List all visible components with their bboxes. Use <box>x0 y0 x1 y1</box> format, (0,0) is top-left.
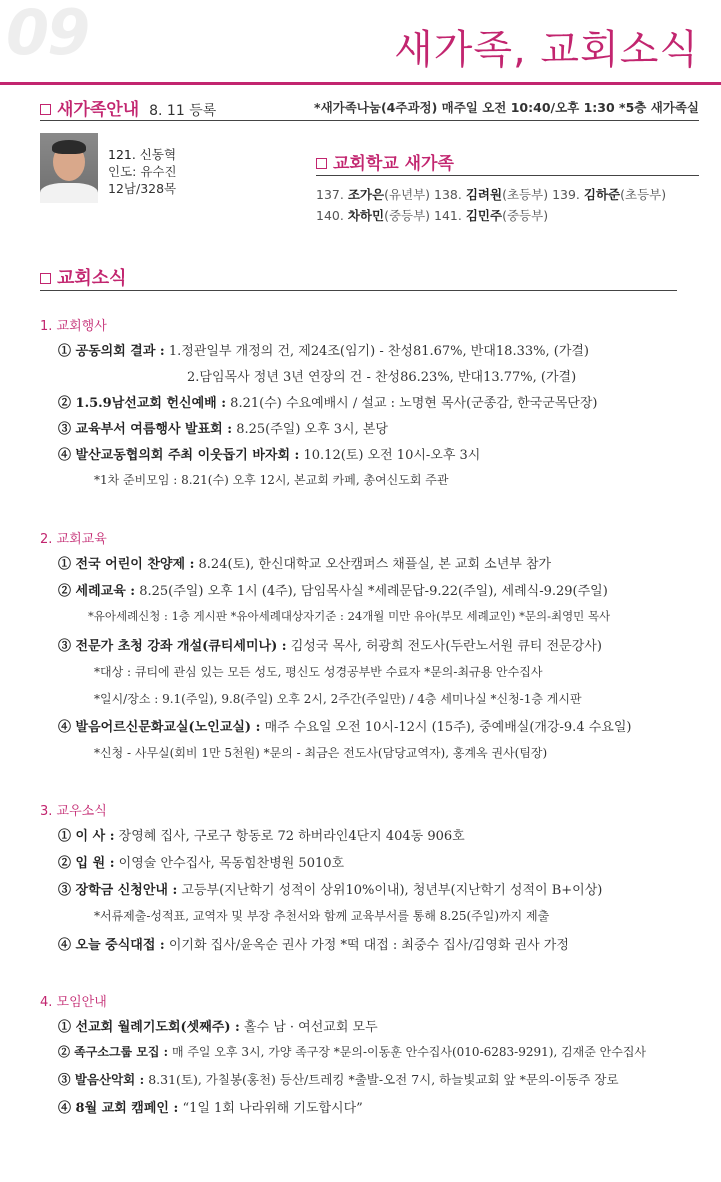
new-member-info <box>108 146 177 197</box>
newfamily-note: *새가족나눔(4주과정) 매주일 오전 10:40/오후 1:30 *5층 새가족실 <box>314 100 699 115</box>
education-item-3: ③ 전문가 초청 강좌 개설(큐티세미나) : 김성국 목사, 허광희 전도사(두란노서원 큐티 전문강사) <box>58 639 602 654</box>
newfamily-date: 8. 11 등록 <box>149 103 217 119</box>
newfamily-heading <box>40 95 216 120</box>
school-newcomer-list <box>316 184 666 226</box>
title-divider <box>0 82 721 85</box>
members-title: 3. 교우소식 <box>40 804 107 819</box>
meetings-item-4: ④ 8월 교회 캠페인 : “1일 1회 나라위해 기도합시다” <box>58 1101 363 1116</box>
members-item-1: ① 이 사 : 장영혜 집사, 구로구 항동로 72 하버라인4단지 404동 906호 <box>58 829 465 844</box>
education-item-4-note: *신청 - 사무실(회비 1만 5천원) *문의 - 최금은 전도사(담당교역자), 홍계옥 권사(팀장) <box>94 746 548 760</box>
education-item-3-note-2: *일시/장소 : 9.1(주일), 9.8(주일) 오후 2시, 2주간(주일만) / 4층 세미나실 *신청-1층 게시판 <box>94 692 582 706</box>
page-title: 새가족, 교회소식 <box>394 27 699 73</box>
events-item-3: ③ 교육부서 여름행사 발표회 : 8.25(주일) 오후 3시, 본당 <box>58 422 388 437</box>
school-heading-text: 교회학교 새가족 <box>333 154 454 174</box>
events-item-1b: 2.담임목사 정년 3년 연장의 건 - 찬성86.23%, 반대13.77%, (가결) <box>187 370 577 385</box>
member-photo <box>40 133 98 203</box>
news-heading-text: 교회소식 <box>57 268 127 289</box>
education-item-2: ② 세례교육 : 8.25(주일) 오후 1시 (4주), 담임목사실 *세례문답-9.22(주일), 세례식-9.29(주일) <box>58 584 608 599</box>
news-heading <box>40 264 127 290</box>
members-item-3: ③ 장학금 신청안내 : 고등부(지난학기 성적이 상위10%이내), 청년부(지난학기 성적이 B+이상) <box>58 883 603 898</box>
education-title: 2. 교회교육 <box>40 532 107 547</box>
school-line-2: 140. 차하민(중등부) 141. 김민주(중등부) <box>316 208 549 223</box>
news-divider <box>40 290 677 291</box>
newfamily-heading-text: 새가족안내 <box>57 100 140 120</box>
meetings-item-3: ③ 발음산악회 : 8.31(토), 가칠봉(홍천) 등산/트레킹 *출발-오전 7시, 하늘빛교회 앞 *문의-이동주 장로 <box>58 1072 619 1087</box>
education-item-1: ① 전국 어린이 찬양제 : 8.24(토), 한신대학교 오산캠퍼스 채플실, 본 교회 소년부 참가 <box>58 557 552 572</box>
square-bullet-icon <box>40 273 51 284</box>
education-item-2-note: *유아세례신청 : 1층 게시판 *유아세례대상자기준 : 24개월 미만 유아(부모 세례교인) *문의-최영민 목사 <box>88 609 611 623</box>
events-item-4: ④ 발산교동협의회 주최 이웃돕기 바자회 : 10.12(토) 오전 10시-오후 3시 <box>58 448 481 463</box>
square-bullet-icon <box>40 104 51 115</box>
newfamily-divider <box>40 120 699 121</box>
page-number: 09 <box>6 0 89 69</box>
education-item-4: ④ 발음어르신문화교실(노인교실) : 매주 수요일 오전 10시-12시 (15주), 중예배실(개강-9.4 수요일) <box>58 720 632 735</box>
events-item-4-note: *1차 준비모임 : 8.21(수) 오후 12시, 본교회 카페, 총여신도회 주관 <box>94 473 449 487</box>
meetings-title: 4. 모임안내 <box>40 995 107 1010</box>
events-title: 1. 교회행사 <box>40 319 107 334</box>
education-item-3-note-1: *대상 : 큐티에 관심 있는 모든 성도, 평신도 성경공부반 수료자 *문의-최규용 안수집사 <box>94 665 543 679</box>
school-divider <box>316 175 699 176</box>
members-item-4: ④ 오늘 중식대접 : 이기화 집사/윤옥순 권사 가정 *떡 대접 : 최중수 집사/김영화 권사 가정 <box>58 938 569 953</box>
members-item-3-note: *서류제출-성적표, 교역자 및 부장 추천서와 함께 교육부서를 통해 8.25(주일)까지 제출 <box>94 909 550 923</box>
new-member-guide: 인도: 유수진 <box>108 164 177 179</box>
new-member-district: 12남/328목 <box>108 181 177 196</box>
school-line-1: 137. 조가은(유년부) 138. 김려원(초등부) 139. 김하준(초등부) <box>316 187 667 202</box>
events-item-2: ② 1.5.9남선교회 헌신예배 : 8.21(수) 수요예배시 / 설교 : 노명현 목사(군종감, 한국군목단장) <box>58 396 598 411</box>
meetings-item-1: ① 선교회 월례기도회(셋째주) : 홀수 남 · 여선교회 모두 <box>58 1020 378 1035</box>
members-item-2: ② 입 원 : 이영술 안수집사, 목동힘찬병원 5010호 <box>58 856 345 871</box>
events-item-1: ① 공동의회 결과 : 1.정관일부 개정의 건, 제24조(임기) - 찬성81.67%, 반대18.33%, (가결) <box>58 344 590 359</box>
school-heading <box>316 149 454 174</box>
meetings-item-2: ② 족구소그룹 모집 : 매 주일 오후 3시, 가양 족구장 *문의-이동훈 안수집사(010-6283-9291), 김재준 안수집사 <box>58 1045 647 1059</box>
new-member-name: 121. 신동혁 <box>108 147 177 162</box>
square-bullet-icon <box>316 158 327 169</box>
